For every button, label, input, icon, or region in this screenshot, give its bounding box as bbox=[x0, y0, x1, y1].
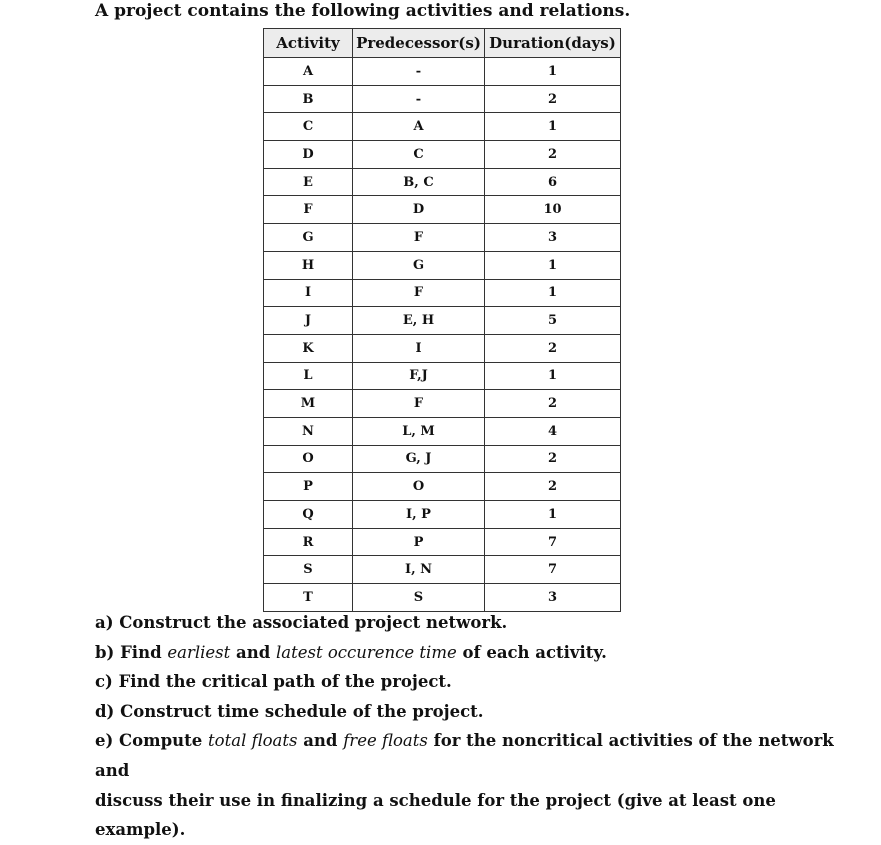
activity-cell: K bbox=[264, 334, 353, 362]
table-header-row bbox=[264, 29, 621, 58]
question-e-free-floats: free floats bbox=[343, 731, 428, 751]
activity-cell: R bbox=[264, 528, 353, 556]
duration-cell: 2 bbox=[485, 390, 621, 418]
duration-cell: 2 bbox=[485, 473, 621, 501]
question-e-text: e) Compute bbox=[95, 731, 209, 751]
predecessor-cell: I, N bbox=[353, 556, 485, 584]
intro-text: A project contains the following activities and relations. bbox=[95, 1, 631, 21]
question-e-end: for the noncritical activities of the network and bbox=[95, 731, 834, 780]
predecessor-cell: I bbox=[353, 334, 485, 362]
activity-cell: P bbox=[264, 473, 353, 501]
table-row bbox=[264, 113, 621, 141]
duration-cell: 5 bbox=[485, 307, 621, 335]
question-a: a) Construct the associated project network. bbox=[95, 613, 508, 632]
predecessor-cell: C bbox=[353, 141, 485, 169]
table-row bbox=[264, 85, 621, 113]
predecessor-cell: G, J bbox=[353, 445, 485, 473]
activity-cell: T bbox=[264, 584, 353, 612]
activity-cell: A bbox=[264, 58, 353, 86]
activity-cell: E bbox=[264, 168, 353, 196]
activity-cell: N bbox=[264, 417, 353, 445]
predecessor-cell: F bbox=[353, 390, 485, 418]
table-row bbox=[264, 390, 621, 418]
predecessor-cell: O bbox=[353, 473, 485, 501]
question-b-and: and bbox=[230, 642, 276, 662]
table-row bbox=[264, 279, 621, 307]
duration-cell: 3 bbox=[485, 224, 621, 252]
predecessor-cell: S bbox=[353, 584, 485, 612]
activity-cell: G bbox=[264, 224, 353, 252]
activity-cell: M bbox=[264, 390, 353, 418]
predecessor-cell: G bbox=[353, 251, 485, 279]
duration-cell: 1 bbox=[485, 251, 621, 279]
predecessor-cell: F,J bbox=[353, 362, 485, 390]
predecessor-cell: - bbox=[353, 85, 485, 113]
table-row bbox=[264, 307, 621, 335]
predecessor-cell: D bbox=[353, 196, 485, 224]
predecessor-cell: P bbox=[353, 528, 485, 556]
question-e-continued: discuss their use in finalizing a schedule for the project (give at least one example). bbox=[95, 790, 776, 840]
table-row bbox=[264, 334, 621, 362]
activity-cell: C bbox=[264, 113, 353, 141]
activity-cell: I bbox=[264, 279, 353, 307]
question-e-total-floats: total floats bbox=[208, 731, 298, 751]
table-row bbox=[264, 58, 621, 86]
predecessor-cell: F bbox=[353, 279, 485, 307]
activity-cell: J bbox=[264, 307, 353, 335]
table-row bbox=[264, 251, 621, 279]
activity-cell: S bbox=[264, 556, 353, 584]
table-row bbox=[264, 417, 621, 445]
duration-cell: 3 bbox=[485, 584, 621, 612]
question-b-end: of each activity. bbox=[456, 642, 607, 662]
predecessor-cell: - bbox=[353, 58, 485, 86]
table-row bbox=[264, 473, 621, 501]
table-row bbox=[264, 196, 621, 224]
predecessor-cell: F bbox=[353, 224, 485, 252]
duration-cell: 1 bbox=[485, 362, 621, 390]
duration-cell: 1 bbox=[485, 113, 621, 141]
table-row bbox=[264, 141, 621, 169]
duration-cell: 4 bbox=[485, 417, 621, 445]
table-row bbox=[264, 168, 621, 196]
questions-list bbox=[95, 608, 855, 845]
activity-cell: O bbox=[264, 445, 353, 473]
table-row bbox=[264, 556, 621, 584]
table-row bbox=[264, 224, 621, 252]
question-b-earliest: earliest bbox=[167, 642, 231, 662]
duration-cell: 2 bbox=[485, 334, 621, 362]
header-activity: Activity bbox=[264, 29, 353, 58]
question-c: c) Find the critical path of the project. bbox=[95, 672, 452, 692]
question-e bbox=[95, 726, 855, 785]
table-row bbox=[264, 445, 621, 473]
activity-cell: D bbox=[264, 141, 353, 169]
question-b-latest: latest occurence time bbox=[275, 642, 457, 662]
duration-cell: 2 bbox=[485, 141, 621, 169]
duration-cell: 1 bbox=[485, 501, 621, 529]
header-predecessors: Predecessor(s) bbox=[353, 29, 485, 58]
duration-cell: 1 bbox=[485, 58, 621, 86]
duration-cell: 7 bbox=[485, 528, 621, 556]
question-b bbox=[95, 638, 855, 668]
question-d: d) Construct time schedule of the project. bbox=[95, 701, 484, 721]
question-b-text: b) Find bbox=[95, 642, 168, 662]
predecessor-cell: B, C bbox=[353, 168, 485, 196]
predecessor-cell: I, P bbox=[353, 501, 485, 529]
duration-cell: 2 bbox=[485, 85, 621, 113]
predecessor-cell: A bbox=[353, 113, 485, 141]
activity-cell: Q bbox=[264, 501, 353, 529]
activity-cell: H bbox=[264, 251, 353, 279]
predecessor-cell: L, M bbox=[353, 417, 485, 445]
duration-cell: 10 bbox=[485, 196, 621, 224]
activity-table bbox=[263, 28, 621, 612]
table-row bbox=[264, 362, 621, 390]
header-duration: Duration(days) bbox=[485, 29, 621, 58]
duration-cell: 2 bbox=[485, 445, 621, 473]
table-row bbox=[264, 501, 621, 529]
table-row bbox=[264, 528, 621, 556]
question-e-and: and bbox=[297, 731, 344, 751]
duration-cell: 1 bbox=[485, 279, 621, 307]
activity-cell: B bbox=[264, 85, 353, 113]
duration-cell: 6 bbox=[485, 168, 621, 196]
duration-cell: 7 bbox=[485, 556, 621, 584]
activity-cell: L bbox=[264, 362, 353, 390]
predecessor-cell: E, H bbox=[353, 307, 485, 335]
activity-cell: F bbox=[264, 196, 353, 224]
